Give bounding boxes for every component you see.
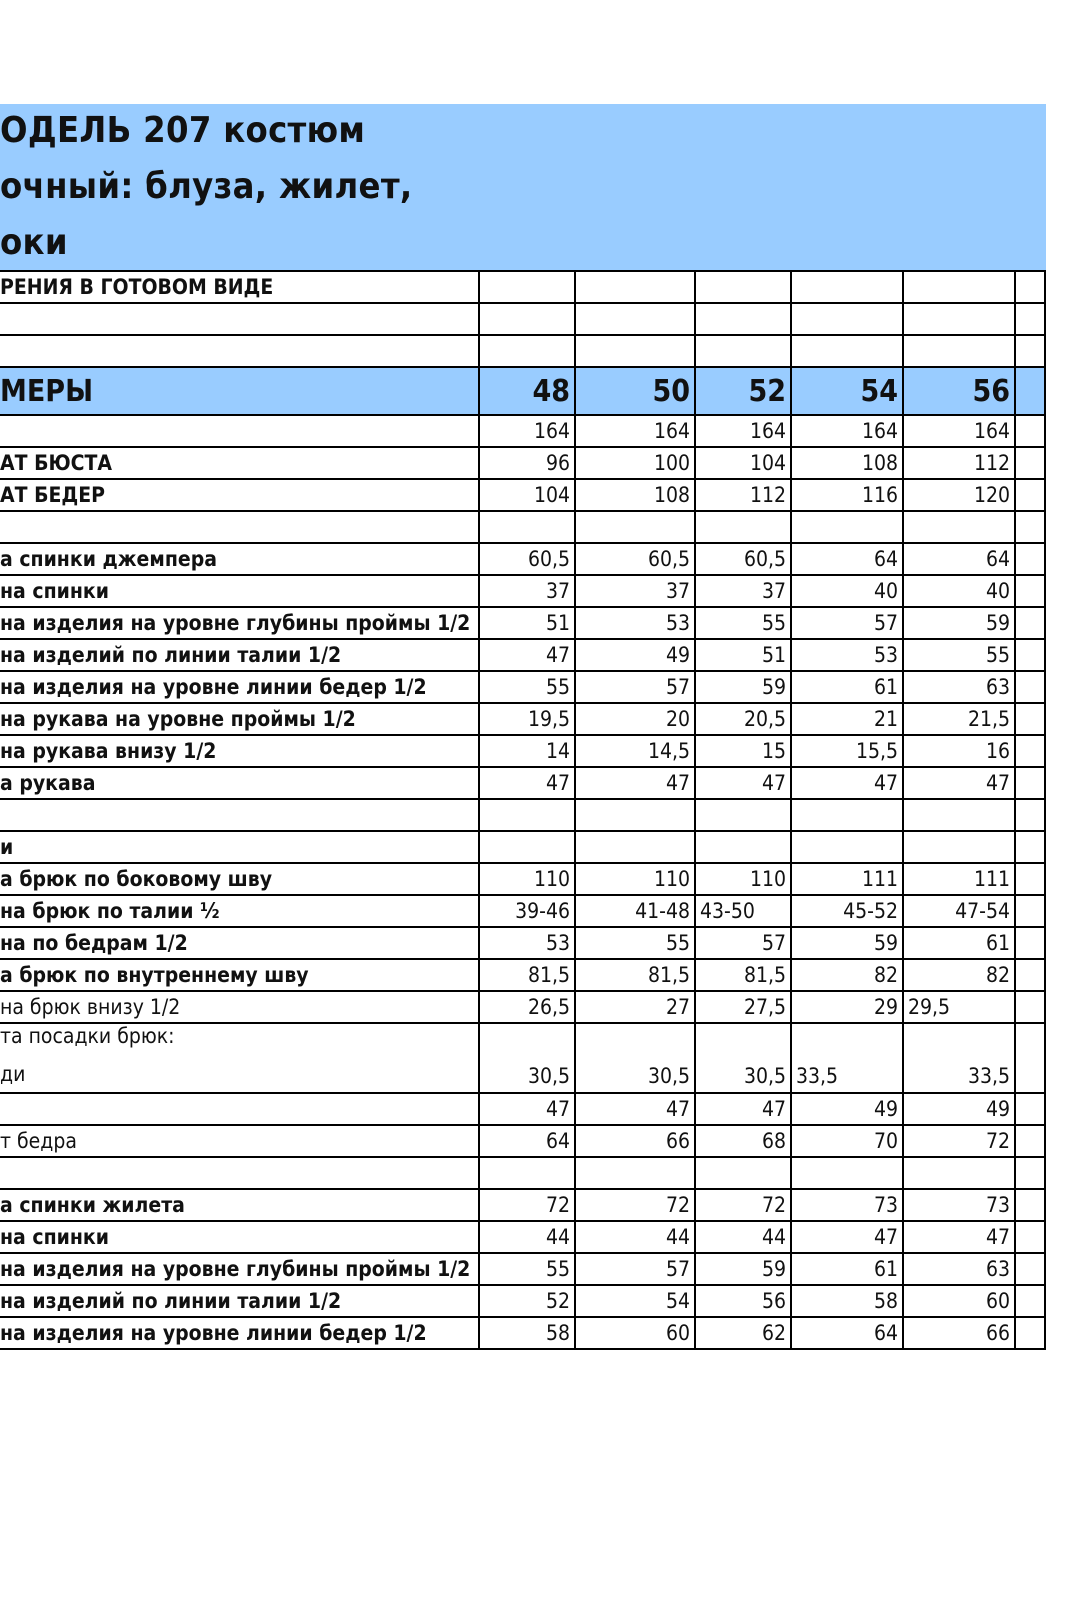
size-header: 52 bbox=[695, 367, 791, 415]
empty-cell bbox=[1015, 1023, 1045, 1093]
table-row bbox=[0, 543, 1045, 575]
value-cell: 60,5 bbox=[695, 543, 791, 575]
value-cell: 26,5 bbox=[479, 991, 575, 1023]
value-cell: 72 bbox=[479, 1189, 575, 1221]
value-cell: 21 bbox=[791, 703, 903, 735]
row-label: на изделия на уровне линии бедер 1/2 bbox=[0, 671, 479, 703]
table-row bbox=[0, 415, 1045, 447]
value-cell: 112 bbox=[695, 479, 791, 511]
value-cell: 47 bbox=[575, 1093, 695, 1125]
row-label: на рукава внизу 1/2 bbox=[0, 735, 479, 767]
value-cell: 64 bbox=[903, 543, 1015, 575]
value-cell: 68 bbox=[695, 1125, 791, 1157]
empty-cell bbox=[1015, 991, 1045, 1023]
value-cell: 57 bbox=[791, 607, 903, 639]
value-cell: 59 bbox=[903, 607, 1015, 639]
empty-cell bbox=[903, 271, 1015, 303]
table-row bbox=[0, 303, 1045, 335]
value-cell bbox=[695, 799, 791, 831]
value-cell bbox=[903, 511, 1015, 543]
value-cell bbox=[791, 799, 903, 831]
value-cell: 47 bbox=[791, 767, 903, 799]
value-cell: 62 bbox=[695, 1317, 791, 1349]
value-cell: 111 bbox=[903, 863, 1015, 895]
table-row bbox=[0, 1221, 1045, 1253]
value-cell: 47 bbox=[903, 1221, 1015, 1253]
value-cell: 66 bbox=[575, 1125, 695, 1157]
value-cell: 44 bbox=[575, 1221, 695, 1253]
empty-cell bbox=[903, 303, 1015, 335]
table-row bbox=[0, 607, 1045, 639]
row-label: на брюк по талии ½ bbox=[0, 895, 479, 927]
value-cell: 164 bbox=[791, 415, 903, 447]
value-cell: 53 bbox=[479, 927, 575, 959]
empty-cell bbox=[1015, 1157, 1045, 1189]
value-cell bbox=[575, 799, 695, 831]
row-label: а спинки жилета bbox=[0, 1189, 479, 1221]
value-cell: 116 bbox=[791, 479, 903, 511]
value-cell: 49 bbox=[791, 1093, 903, 1125]
row-label bbox=[0, 1023, 479, 1093]
table-row bbox=[0, 575, 1045, 607]
empty-cell bbox=[1015, 703, 1045, 735]
value-cell: 30,5 bbox=[575, 1023, 695, 1093]
value-cell bbox=[575, 831, 695, 863]
value-cell bbox=[903, 831, 1015, 863]
value-cell: 64 bbox=[791, 543, 903, 575]
empty-cell bbox=[1015, 511, 1045, 543]
measurements-table bbox=[0, 270, 1046, 1350]
value-cell: 60,5 bbox=[575, 543, 695, 575]
value-cell: 21,5 bbox=[903, 703, 1015, 735]
value-cell: 49 bbox=[575, 639, 695, 671]
empty-label bbox=[0, 303, 479, 335]
value-cell: 60 bbox=[903, 1285, 1015, 1317]
empty-cell bbox=[791, 303, 903, 335]
value-cell: 81,5 bbox=[695, 959, 791, 991]
empty-cell bbox=[1015, 335, 1045, 367]
empty-cell bbox=[1015, 639, 1045, 671]
value-cell: 55 bbox=[479, 671, 575, 703]
value-cell: 72 bbox=[575, 1189, 695, 1221]
row-label: на изделия на уровне линии бедер 1/2 bbox=[0, 1317, 479, 1349]
value-cell: 57 bbox=[575, 1253, 695, 1285]
value-cell: 61 bbox=[791, 1253, 903, 1285]
row-label: на рукава на уровне проймы 1/2 bbox=[0, 703, 479, 735]
value-cell: 19,5 bbox=[479, 703, 575, 735]
row-label bbox=[0, 415, 479, 447]
value-cell: 33,5 bbox=[791, 1023, 903, 1093]
value-cell: 15,5 bbox=[791, 735, 903, 767]
table-row bbox=[0, 927, 1045, 959]
value-cell: 33,5 bbox=[903, 1023, 1015, 1093]
value-cell: 16 bbox=[903, 735, 1015, 767]
value-cell: 47 bbox=[479, 1093, 575, 1125]
value-cell: 40 bbox=[791, 575, 903, 607]
table-row bbox=[0, 1093, 1045, 1125]
value-cell: 55 bbox=[903, 639, 1015, 671]
empty-cell bbox=[1015, 1093, 1045, 1125]
value-cell: 61 bbox=[791, 671, 903, 703]
value-cell: 60 bbox=[575, 1317, 695, 1349]
empty-cell bbox=[1015, 1189, 1045, 1221]
empty-cell bbox=[1015, 607, 1045, 639]
value-cell: 39-46 bbox=[479, 895, 575, 927]
value-cell: 111 bbox=[791, 863, 903, 895]
empty-cell bbox=[1015, 735, 1045, 767]
value-cell: 44 bbox=[479, 1221, 575, 1253]
empty-cell bbox=[575, 271, 695, 303]
title-line-2: очный: блуза, жилет, bbox=[0, 166, 413, 207]
value-cell: 59 bbox=[695, 1253, 791, 1285]
value-cell: 104 bbox=[479, 479, 575, 511]
value-cell: 82 bbox=[903, 959, 1015, 991]
row-label: АТ БЮСТА bbox=[0, 447, 479, 479]
value-cell bbox=[903, 799, 1015, 831]
value-cell: 59 bbox=[695, 671, 791, 703]
value-cell: 164 bbox=[575, 415, 695, 447]
value-cell: 49 bbox=[903, 1093, 1015, 1125]
empty-cell bbox=[479, 303, 575, 335]
empty-cell bbox=[695, 335, 791, 367]
table-row bbox=[0, 799, 1045, 831]
table-row bbox=[0, 479, 1045, 511]
value-cell bbox=[695, 511, 791, 543]
value-cell: 51 bbox=[695, 639, 791, 671]
row-label: и bbox=[0, 831, 479, 863]
value-cell: 27 bbox=[575, 991, 695, 1023]
value-cell bbox=[479, 1157, 575, 1189]
table-row bbox=[0, 447, 1045, 479]
value-cell: 59 bbox=[791, 927, 903, 959]
value-cell: 47 bbox=[695, 767, 791, 799]
value-cell: 14,5 bbox=[575, 735, 695, 767]
value-cell: 14 bbox=[479, 735, 575, 767]
value-cell: 47-54 bbox=[903, 895, 1015, 927]
value-cell: 44 bbox=[695, 1221, 791, 1253]
value-cell: 41-48 bbox=[575, 895, 695, 927]
table-row bbox=[0, 895, 1045, 927]
value-cell bbox=[479, 831, 575, 863]
value-cell: 53 bbox=[575, 607, 695, 639]
value-cell: 164 bbox=[695, 415, 791, 447]
empty-cell bbox=[1015, 543, 1045, 575]
value-cell: 66 bbox=[903, 1317, 1015, 1349]
value-cell: 43-50 bbox=[695, 895, 791, 927]
table-row bbox=[0, 1157, 1045, 1189]
empty-cell bbox=[1015, 959, 1045, 991]
value-cell bbox=[791, 1157, 903, 1189]
value-cell: 108 bbox=[575, 479, 695, 511]
empty-cell bbox=[1015, 479, 1045, 511]
size-header: 48 bbox=[479, 367, 575, 415]
row-label: на спинки bbox=[0, 575, 479, 607]
empty-cell bbox=[1015, 415, 1045, 447]
value-cell: 63 bbox=[903, 671, 1015, 703]
row-label: на по бедрам 1/2 bbox=[0, 927, 479, 959]
value-cell: 73 bbox=[791, 1189, 903, 1221]
value-cell: 104 bbox=[695, 447, 791, 479]
value-cell: 47 bbox=[479, 639, 575, 671]
value-cell: 164 bbox=[903, 415, 1015, 447]
empty-cell bbox=[1015, 767, 1045, 799]
empty-cell bbox=[1015, 1253, 1045, 1285]
table-row bbox=[0, 639, 1045, 671]
value-cell bbox=[695, 831, 791, 863]
value-cell: 72 bbox=[695, 1189, 791, 1221]
row-label bbox=[0, 1157, 479, 1189]
value-cell: 37 bbox=[695, 575, 791, 607]
value-cell: 45-52 bbox=[791, 895, 903, 927]
value-cell: 81,5 bbox=[479, 959, 575, 991]
value-cell: 57 bbox=[575, 671, 695, 703]
row-label: а спинки джемпера bbox=[0, 543, 479, 575]
value-cell: 55 bbox=[575, 927, 695, 959]
empty-cell bbox=[1015, 271, 1045, 303]
value-cell bbox=[575, 1157, 695, 1189]
table-row bbox=[0, 959, 1045, 991]
row-label: на изделия на уровне глубины проймы 1/2 bbox=[0, 607, 479, 639]
value-cell: 63 bbox=[903, 1253, 1015, 1285]
empty-cell bbox=[1015, 1285, 1045, 1317]
empty-cell bbox=[479, 335, 575, 367]
row-label: на спинки bbox=[0, 1221, 479, 1253]
value-cell bbox=[695, 1157, 791, 1189]
value-cell: 120 bbox=[903, 479, 1015, 511]
value-cell: 73 bbox=[903, 1189, 1015, 1221]
value-cell: 108 bbox=[791, 447, 903, 479]
sizes-row bbox=[0, 367, 1045, 415]
table-row bbox=[0, 863, 1045, 895]
table-row bbox=[0, 271, 1045, 303]
table-row bbox=[0, 735, 1045, 767]
value-cell: 27,5 bbox=[695, 991, 791, 1023]
value-cell: 29,5 bbox=[903, 991, 1015, 1023]
value-cell: 110 bbox=[575, 863, 695, 895]
value-cell: 110 bbox=[479, 863, 575, 895]
table-row bbox=[0, 1189, 1045, 1221]
table-row bbox=[0, 1253, 1045, 1285]
empty-cell bbox=[1015, 367, 1045, 415]
value-cell: 51 bbox=[479, 607, 575, 639]
value-cell: 64 bbox=[791, 1317, 903, 1349]
value-cell: 55 bbox=[479, 1253, 575, 1285]
empty-cell bbox=[1015, 575, 1045, 607]
value-cell: 47 bbox=[479, 767, 575, 799]
empty-cell bbox=[1015, 831, 1045, 863]
value-cell: 47 bbox=[791, 1221, 903, 1253]
row-label: на изделий по линии талии 1/2 bbox=[0, 1285, 479, 1317]
size-header: 54 bbox=[791, 367, 903, 415]
row-label: на изделия на уровне глубины проймы 1/2 bbox=[0, 1253, 479, 1285]
empty-cell bbox=[575, 303, 695, 335]
value-cell: 37 bbox=[479, 575, 575, 607]
row-label: а брюк по боковому шву bbox=[0, 863, 479, 895]
row-label: т бедра bbox=[0, 1125, 479, 1157]
empty-cell bbox=[1015, 895, 1045, 927]
header-label: РЕНИЯ В ГОТОВОМ ВИДЕ bbox=[0, 271, 479, 303]
empty-cell bbox=[1015, 1125, 1045, 1157]
value-cell: 100 bbox=[575, 447, 695, 479]
value-cell bbox=[791, 831, 903, 863]
empty-cell bbox=[575, 335, 695, 367]
table-row bbox=[0, 1023, 1045, 1093]
row-label bbox=[0, 799, 479, 831]
empty-cell bbox=[695, 303, 791, 335]
value-cell: 58 bbox=[479, 1317, 575, 1349]
value-cell: 29 bbox=[791, 991, 903, 1023]
value-cell: 30,5 bbox=[695, 1023, 791, 1093]
value-cell: 61 bbox=[903, 927, 1015, 959]
value-cell: 52 bbox=[479, 1285, 575, 1317]
size-header: 50 bbox=[575, 367, 695, 415]
empty-cell bbox=[479, 271, 575, 303]
empty-cell bbox=[1015, 1221, 1045, 1253]
table-row bbox=[0, 1125, 1045, 1157]
table-row bbox=[0, 1285, 1045, 1317]
row-label: на изделий по линии талии 1/2 bbox=[0, 639, 479, 671]
row-label-line: ди bbox=[0, 1062, 26, 1086]
table-row bbox=[0, 511, 1045, 543]
empty-cell bbox=[1015, 863, 1045, 895]
value-cell: 47 bbox=[695, 1093, 791, 1125]
size-header: 56 bbox=[903, 367, 1015, 415]
value-cell: 70 bbox=[791, 1125, 903, 1157]
title-line-3: оки bbox=[0, 222, 68, 263]
value-cell: 15 bbox=[695, 735, 791, 767]
value-cell: 57 bbox=[695, 927, 791, 959]
value-cell: 96 bbox=[479, 447, 575, 479]
value-cell: 110 bbox=[695, 863, 791, 895]
row-label: на брюк внизу 1/2 bbox=[0, 991, 479, 1023]
table-row bbox=[0, 767, 1045, 799]
table-row bbox=[0, 831, 1045, 863]
value-cell: 164 bbox=[479, 415, 575, 447]
row-label: а рукава bbox=[0, 767, 479, 799]
value-cell: 47 bbox=[575, 767, 695, 799]
row-label bbox=[0, 1093, 479, 1125]
value-cell: 81,5 bbox=[575, 959, 695, 991]
row-label bbox=[0, 511, 479, 543]
value-cell: 40 bbox=[903, 575, 1015, 607]
table-row bbox=[0, 335, 1045, 367]
value-cell bbox=[575, 511, 695, 543]
value-cell: 20,5 bbox=[695, 703, 791, 735]
empty-cell bbox=[1015, 303, 1045, 335]
value-cell: 72 bbox=[903, 1125, 1015, 1157]
empty-cell bbox=[1015, 447, 1045, 479]
value-cell bbox=[479, 799, 575, 831]
value-cell: 37 bbox=[575, 575, 695, 607]
row-label: а брюк по внутреннему шву bbox=[0, 959, 479, 991]
empty-cell bbox=[791, 271, 903, 303]
value-cell: 53 bbox=[791, 639, 903, 671]
value-cell: 54 bbox=[575, 1285, 695, 1317]
table-row bbox=[0, 1317, 1045, 1349]
empty-label bbox=[0, 335, 479, 367]
row-label-line: та посадки брюк: bbox=[0, 1024, 175, 1048]
value-cell: 112 bbox=[903, 447, 1015, 479]
value-cell: 30,5 bbox=[479, 1023, 575, 1093]
value-cell bbox=[479, 511, 575, 543]
table-row bbox=[0, 703, 1045, 735]
empty-cell bbox=[903, 335, 1015, 367]
value-cell: 82 bbox=[791, 959, 903, 991]
value-cell: 20 bbox=[575, 703, 695, 735]
empty-cell bbox=[1015, 927, 1045, 959]
empty-cell bbox=[1015, 799, 1045, 831]
empty-cell bbox=[695, 271, 791, 303]
row-label: АТ БЕДЕР bbox=[0, 479, 479, 511]
empty-cell bbox=[1015, 671, 1045, 703]
value-cell bbox=[791, 511, 903, 543]
value-cell: 55 bbox=[695, 607, 791, 639]
empty-cell bbox=[791, 335, 903, 367]
table-row bbox=[0, 991, 1045, 1023]
value-cell: 58 bbox=[791, 1285, 903, 1317]
value-cell: 56 bbox=[695, 1285, 791, 1317]
value-cell: 60,5 bbox=[479, 543, 575, 575]
value-cell bbox=[903, 1157, 1015, 1189]
value-cell: 47 bbox=[903, 767, 1015, 799]
title-line-1: ОДЕЛЬ 207 костюм bbox=[0, 110, 366, 151]
sizes-label: МЕРЫ bbox=[0, 367, 479, 415]
table-row bbox=[0, 671, 1045, 703]
empty-cell bbox=[1015, 1317, 1045, 1349]
value-cell: 64 bbox=[479, 1125, 575, 1157]
